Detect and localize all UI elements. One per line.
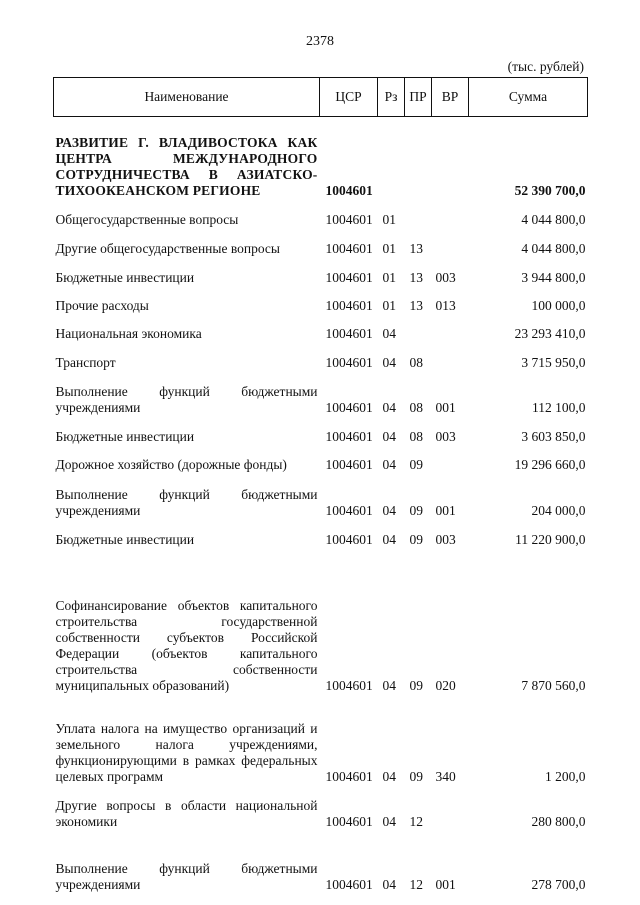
cell-sum: 3 944 800,0 (521, 269, 586, 285)
cell-csr: 1004601 (325, 677, 373, 693)
cell-vr: 013 (435, 297, 456, 313)
cell-sum: 3 715 950,0 (521, 354, 586, 370)
table-row (54, 550, 588, 696)
cell-rz: 04 (382, 325, 396, 341)
cell-name: РАЗВИТИЕ Г. ВЛАДИВОСТОКА КАК ЦЕНТРА МЕЖДУНАРОДНОГО СОТРУДНИЧЕСТВА В АЗИАТСКО-ТИХООКЕАНСКОМ РЕГИОНЕ (55, 134, 318, 198)
cell-sum: 112 100,0 (532, 399, 586, 415)
cell-vr: 003 (435, 531, 456, 547)
cell-sum: 19 296 660,0 (514, 456, 586, 472)
header-pr: ПР (405, 78, 432, 117)
table-row (54, 288, 588, 316)
cell-name: Общегосударственные вопросы (55, 211, 239, 227)
cell-csr: 1004601 (325, 240, 373, 256)
cell-pr: 12 (409, 813, 423, 829)
cell-csr: 1004601 (325, 876, 373, 892)
table-row (54, 832, 588, 895)
table-row (54, 117, 588, 201)
cell-csr: 1004601 (325, 502, 373, 518)
table-row (54, 373, 588, 418)
cell-name: Выполнение функций бюджетными учреждениями (55, 486, 318, 518)
cell-vr: 003 (435, 269, 456, 285)
cell-vr (432, 787, 469, 832)
cell-name: Дорожное хозяйство (дорожные фонды) (55, 456, 287, 472)
table-row (54, 201, 588, 230)
cell-name: Софинансирование объектов капитального строительства государственной собственности субъектов Российской Федерации (объектов капитального строительства собственности муниципальных образований) (55, 597, 318, 693)
budget-table (53, 77, 588, 895)
cell-pr: 09 (409, 456, 423, 472)
cell-name: Уплата налога на имущество организаций и земельного налога учреждениями, функционирующими в рамках федеральных целевых программ (55, 720, 318, 784)
cell-vr (432, 201, 469, 230)
header-rz: Рз (378, 78, 405, 117)
cell-name: Бюджетные инвестиции (55, 428, 195, 444)
cell-rz: 04 (382, 354, 396, 370)
cell-sum: 204 000,0 (531, 502, 586, 518)
cell-pr: 08 (409, 399, 423, 415)
cell-csr: 1004601 (325, 297, 373, 313)
table-row (54, 259, 588, 288)
cell-csr: 1004601 (325, 354, 373, 370)
cell-csr: 1004601 (325, 428, 373, 444)
cell-pr (405, 117, 432, 201)
cell-sum: 11 220 900,0 (515, 531, 586, 547)
cell-rz: 01 (382, 297, 396, 313)
cell-pr: 09 (409, 677, 423, 693)
cell-vr: 003 (435, 428, 456, 444)
table-row (54, 787, 588, 832)
cell-rz: 04 (382, 531, 396, 547)
cell-csr: 1004601 (325, 531, 373, 547)
units-label: (тыс. рублей) (507, 59, 584, 74)
table-row (54, 230, 588, 259)
cell-csr: 1004601 (325, 813, 373, 829)
cell-name: Выполнение функций бюджетными учреждениями (55, 383, 318, 415)
cell-sum: 280 800,0 (531, 813, 586, 829)
cell-pr (405, 201, 432, 230)
cell-pr: 13 (409, 297, 423, 313)
cell-rz (378, 117, 405, 201)
cell-csr: 1004601 (325, 768, 373, 784)
cell-pr: 13 (409, 269, 423, 285)
cell-sum: 100 000,0 (531, 297, 586, 313)
cell-vr (432, 117, 469, 201)
cell-rz: 04 (382, 456, 396, 472)
cell-name: Бюджетные инвестиции (55, 269, 195, 285)
cell-sum: 4 044 800,0 (521, 240, 586, 256)
cell-vr: 001 (435, 502, 456, 518)
cell-rz: 01 (382, 240, 396, 256)
table-row (54, 316, 588, 344)
cell-csr: 1004601 (325, 182, 373, 198)
header-csr: ЦСР (320, 78, 378, 117)
cell-vr (432, 447, 469, 475)
cell-csr: 1004601 (325, 399, 373, 415)
cell-pr: 09 (409, 502, 423, 518)
cell-csr: 1004601 (325, 211, 373, 227)
table-row (54, 475, 588, 521)
header-vr: ВР (432, 78, 469, 117)
cell-rz: 04 (382, 428, 396, 444)
cell-name: Другие вопросы в области национальной экономики (55, 797, 318, 829)
cell-rz: 04 (382, 677, 396, 693)
cell-name: Другие общегосударственные вопросы (55, 240, 280, 256)
cell-pr: 08 (409, 428, 423, 444)
cell-sum: 3 603 850,0 (521, 428, 586, 444)
cell-sum: 1 200,0 (545, 768, 586, 784)
cell-vr: 001 (435, 876, 456, 892)
table-header-row (54, 78, 588, 117)
cell-rz: 04 (382, 768, 396, 784)
cell-name: Выполнение функций бюджетными учреждениями (55, 860, 318, 892)
table-row (54, 418, 588, 447)
header-sum: Сумма (469, 78, 588, 117)
cell-pr (405, 316, 432, 344)
cell-sum: 23 293 410,0 (514, 325, 586, 341)
cell-rz: 04 (382, 399, 396, 415)
cell-pr: 13 (409, 240, 423, 256)
cell-vr: 340 (435, 768, 456, 784)
cell-pr: 09 (409, 768, 423, 784)
cell-name: Бюджетные инвестиции (55, 531, 195, 547)
table-row (54, 447, 588, 475)
table-row (54, 344, 588, 373)
cell-pr: 08 (409, 354, 423, 370)
cell-sum: 278 700,0 (531, 876, 586, 892)
cell-name: Транспорт (55, 354, 116, 370)
cell-vr: 020 (435, 677, 456, 693)
page-number: 2378 (306, 34, 334, 49)
header-name: Наименование (54, 78, 320, 117)
cell-pr: 09 (409, 531, 423, 547)
cell-rz: 04 (382, 813, 396, 829)
cell-pr: 12 (409, 876, 423, 892)
cell-vr (432, 316, 469, 344)
cell-sum: 7 870 560,0 (521, 677, 586, 693)
cell-rz: 04 (382, 876, 396, 892)
cell-rz: 01 (382, 269, 396, 285)
cell-rz: 01 (382, 211, 396, 227)
cell-vr: 001 (435, 399, 456, 415)
cell-vr (432, 230, 469, 259)
cell-name: Прочие расходы (55, 297, 149, 313)
cell-csr: 1004601 (325, 269, 373, 285)
cell-csr: 1004601 (325, 325, 373, 341)
cell-csr: 1004601 (325, 456, 373, 472)
table-row (54, 696, 588, 787)
table-row (54, 521, 588, 550)
cell-sum: 4 044 800,0 (521, 211, 586, 227)
cell-vr (432, 344, 469, 373)
cell-name: Национальная экономика (55, 325, 202, 341)
cell-sum: 52 390 700,0 (514, 182, 586, 198)
cell-rz: 04 (382, 502, 396, 518)
